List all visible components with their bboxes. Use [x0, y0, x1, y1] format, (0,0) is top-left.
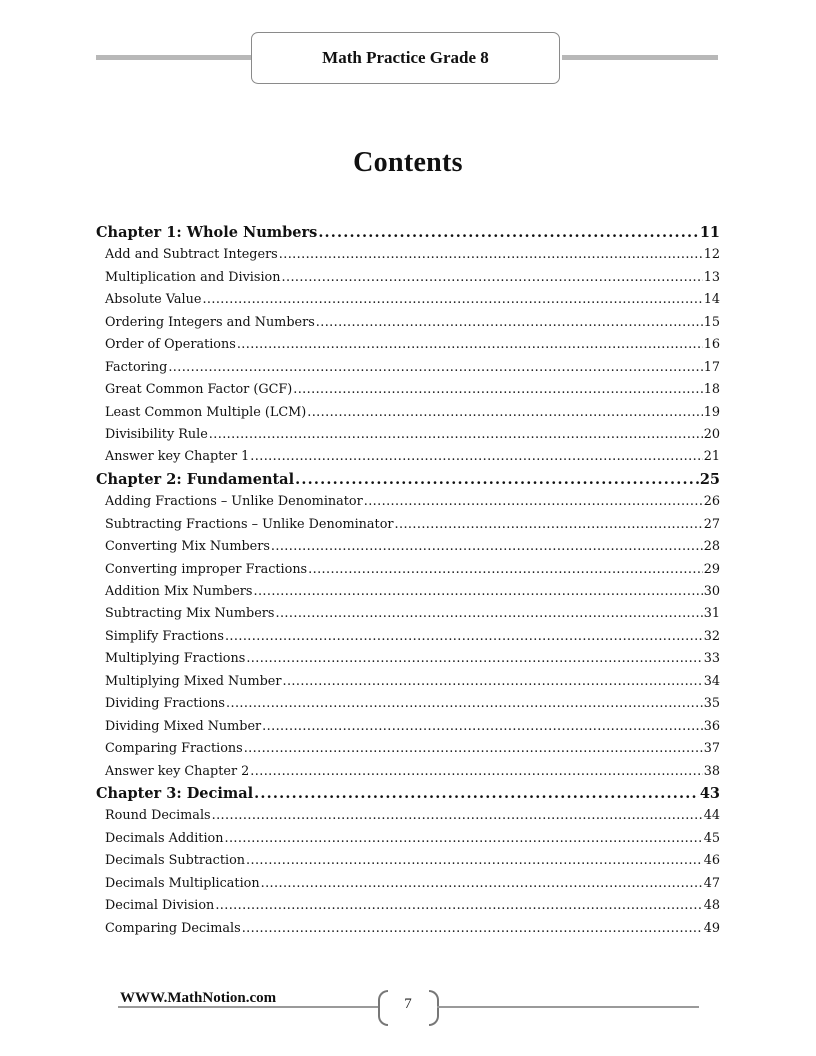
dot-leader	[209, 424, 703, 446]
toc-chapter-row	[96, 222, 720, 244]
dot-leader	[202, 289, 702, 311]
footer-rule-left	[118, 1006, 380, 1008]
toc-entry-page: 27	[703, 516, 720, 532]
toc-entry-label: Multiplying Mixed Number	[105, 673, 282, 689]
toc-entry-page: 30	[703, 584, 720, 599]
footer-url: WWW.MathNotion.com	[120, 990, 277, 1006]
toc-entry-label: Great Common Factor (GCF)	[105, 382, 293, 398]
toc-item-row	[96, 671, 720, 693]
toc-entry-page: 44	[703, 808, 720, 824]
toc-entry-label: Multiplying Fractions	[105, 651, 246, 667]
toc-entry-label: Dividing Mixed Number	[105, 718, 262, 734]
dot-leader	[364, 491, 703, 513]
toc-entry-page: 29	[703, 561, 720, 577]
toc-entry-label: Answer key Chapter 2	[105, 763, 250, 779]
dot-leader	[395, 514, 703, 536]
toc-entry-page: 43	[699, 784, 720, 802]
toc-item-row	[96, 693, 720, 715]
footer-rule-right	[437, 1006, 699, 1008]
left-brace-icon	[378, 990, 388, 1026]
toc-entry-label: Decimals Multiplication	[105, 875, 260, 891]
toc-entry-page: 49	[703, 920, 720, 936]
toc-item-row	[96, 267, 720, 289]
dot-leader	[271, 536, 703, 558]
toc-entry-page: 15	[703, 314, 720, 330]
dot-leader	[261, 873, 703, 895]
toc-entry-label: Round Decimals	[105, 808, 211, 824]
toc-entry-label: Least Common Multiple (LCM)	[105, 404, 307, 420]
toc-entry-label: Comparing Decimals	[105, 920, 241, 936]
toc-entry-label: Absolute Value	[105, 292, 202, 308]
toc-item-row	[96, 312, 720, 334]
toc-chapter-row	[96, 469, 720, 491]
toc-item-row	[96, 738, 720, 760]
toc-entry-page: 46	[703, 853, 720, 869]
toc-item-row	[96, 895, 720, 917]
dot-leader	[279, 244, 703, 266]
dot-leader	[250, 446, 702, 468]
toc-item-row	[96, 244, 720, 266]
toc-entry-label: Decimals Addition	[105, 830, 224, 846]
toc-item-row	[96, 918, 720, 940]
toc-entry-label: Comparing Fractions	[105, 741, 243, 757]
toc-entry-label: Converting Mix Numbers	[105, 539, 270, 555]
toc-entry-page: 28	[703, 539, 720, 555]
toc-item-row	[96, 402, 720, 424]
toc-entry-page: 32	[703, 628, 720, 644]
dot-leader	[225, 626, 703, 648]
toc-entry-label: Addition Mix Numbers	[105, 584, 253, 599]
dot-leader	[254, 783, 699, 805]
dot-leader	[226, 693, 703, 715]
toc-entry-label: Factoring	[105, 359, 168, 375]
toc-entry-page: 48	[703, 898, 720, 914]
toc-item-row	[96, 289, 720, 311]
toc-entry-page: 11	[699, 224, 720, 241]
header-rule-left	[96, 55, 251, 60]
toc-entry-label: Dividing Fractions	[105, 696, 226, 712]
dot-leader	[212, 805, 703, 827]
toc-entry-label: Converting improper Fractions	[105, 561, 308, 577]
toc-entry-page: 35	[703, 696, 720, 712]
toc-entry-page: 16	[703, 337, 720, 353]
toc-entry-page: 34	[703, 673, 720, 689]
toc-item-row	[96, 716, 720, 738]
toc-item-row	[96, 559, 720, 581]
toc-entry-page: 38	[703, 763, 720, 779]
toc-entry-page: 31	[703, 606, 720, 622]
toc-entry-page: 13	[703, 269, 720, 285]
dot-leader	[224, 828, 702, 850]
toc-entry-label: Chapter 2: Fundamental	[96, 470, 295, 488]
dot-leader	[168, 357, 702, 379]
toc-item-row	[96, 648, 720, 670]
toc-entry-page: 36	[703, 718, 720, 734]
toc-entry-label: Subtracting Mix Numbers	[105, 606, 275, 622]
toc-entry-label: Chapter 3: Decimal	[96, 784, 254, 802]
toc-item-row	[96, 379, 720, 401]
dot-leader	[237, 334, 703, 356]
right-brace-icon	[429, 990, 439, 1026]
dot-leader	[295, 469, 699, 491]
toc-entry-label: Decimal Division	[105, 898, 215, 914]
toc-entry-page: 17	[703, 359, 720, 375]
dot-leader	[246, 648, 702, 670]
toc-entry-page: 20	[703, 426, 720, 442]
toc-item-row	[96, 850, 720, 872]
toc-entry-page: 26	[703, 494, 720, 510]
dot-leader	[293, 379, 702, 401]
toc-entry-label: Multiplication and Division	[105, 269, 281, 285]
toc-entry-label: Ordering Integers and Numbers	[105, 314, 315, 330]
toc-entry-page: 37	[703, 741, 720, 757]
toc-item-row	[96, 761, 720, 783]
header-title-box	[251, 32, 560, 84]
toc-item-row	[96, 536, 720, 558]
toc-item-row	[96, 424, 720, 446]
dot-leader	[250, 761, 702, 783]
toc-entry-label: Divisibility Rule	[105, 426, 208, 442]
page-number: 7	[404, 996, 412, 1012]
dot-leader	[253, 581, 702, 603]
toc-item-row	[96, 514, 720, 536]
toc-item-row	[96, 873, 720, 895]
header-title: Math Practice Grade 8	[322, 48, 489, 67]
toc-item-row	[96, 581, 720, 603]
toc-entry-label: Order of Operations	[105, 337, 236, 353]
dot-leader	[246, 850, 703, 872]
toc-chapter-row	[96, 783, 720, 805]
dot-leader	[307, 402, 702, 424]
dot-leader	[215, 895, 702, 917]
toc-item-row	[96, 805, 720, 827]
dot-leader	[308, 559, 703, 581]
toc-entry-page: 19	[703, 404, 720, 420]
toc-entry-page: 12	[703, 247, 720, 263]
toc-entry-label: Chapter 1: Whole Numbers	[96, 224, 318, 241]
toc-entry-label: Add and Subtract Integers	[105, 247, 278, 263]
toc-item-row	[96, 491, 720, 513]
toc-item-row	[96, 626, 720, 648]
toc-entry-label: Subtracting Fractions – Unlike Denominator	[105, 516, 394, 532]
toc-item-row	[96, 446, 720, 468]
dot-leader	[276, 603, 703, 625]
toc-item-row	[96, 357, 720, 379]
dot-leader	[282, 671, 702, 693]
toc-entry-page: 33	[703, 651, 720, 667]
toc-entry-label: Simplify Fractions	[105, 628, 224, 644]
toc-entry-page: 45	[703, 830, 720, 846]
toc-entry-page: 14	[703, 292, 720, 308]
dot-leader	[262, 716, 703, 738]
toc-entry-label: Adding Fractions – Unlike Denominator	[105, 494, 363, 510]
table-of-contents	[96, 222, 720, 940]
toc-entry-label: Decimals Subtraction	[105, 853, 246, 869]
toc-entry-page: 18	[703, 382, 720, 398]
toc-item-row	[96, 603, 720, 625]
toc-entry-page: 47	[703, 875, 720, 891]
dot-leader	[244, 738, 703, 760]
dot-leader	[242, 918, 703, 940]
dot-leader	[282, 267, 703, 289]
toc-entry-label: Answer key Chapter 1	[105, 449, 250, 465]
header-rule-right	[562, 55, 718, 60]
toc-entry-page: 25	[699, 470, 720, 488]
page-title: Contents	[353, 147, 463, 178]
toc-entry-page: 21	[703, 449, 720, 465]
toc-item-row	[96, 828, 720, 850]
dot-leader	[316, 312, 703, 334]
dot-leader	[318, 222, 699, 244]
toc-item-row	[96, 334, 720, 356]
